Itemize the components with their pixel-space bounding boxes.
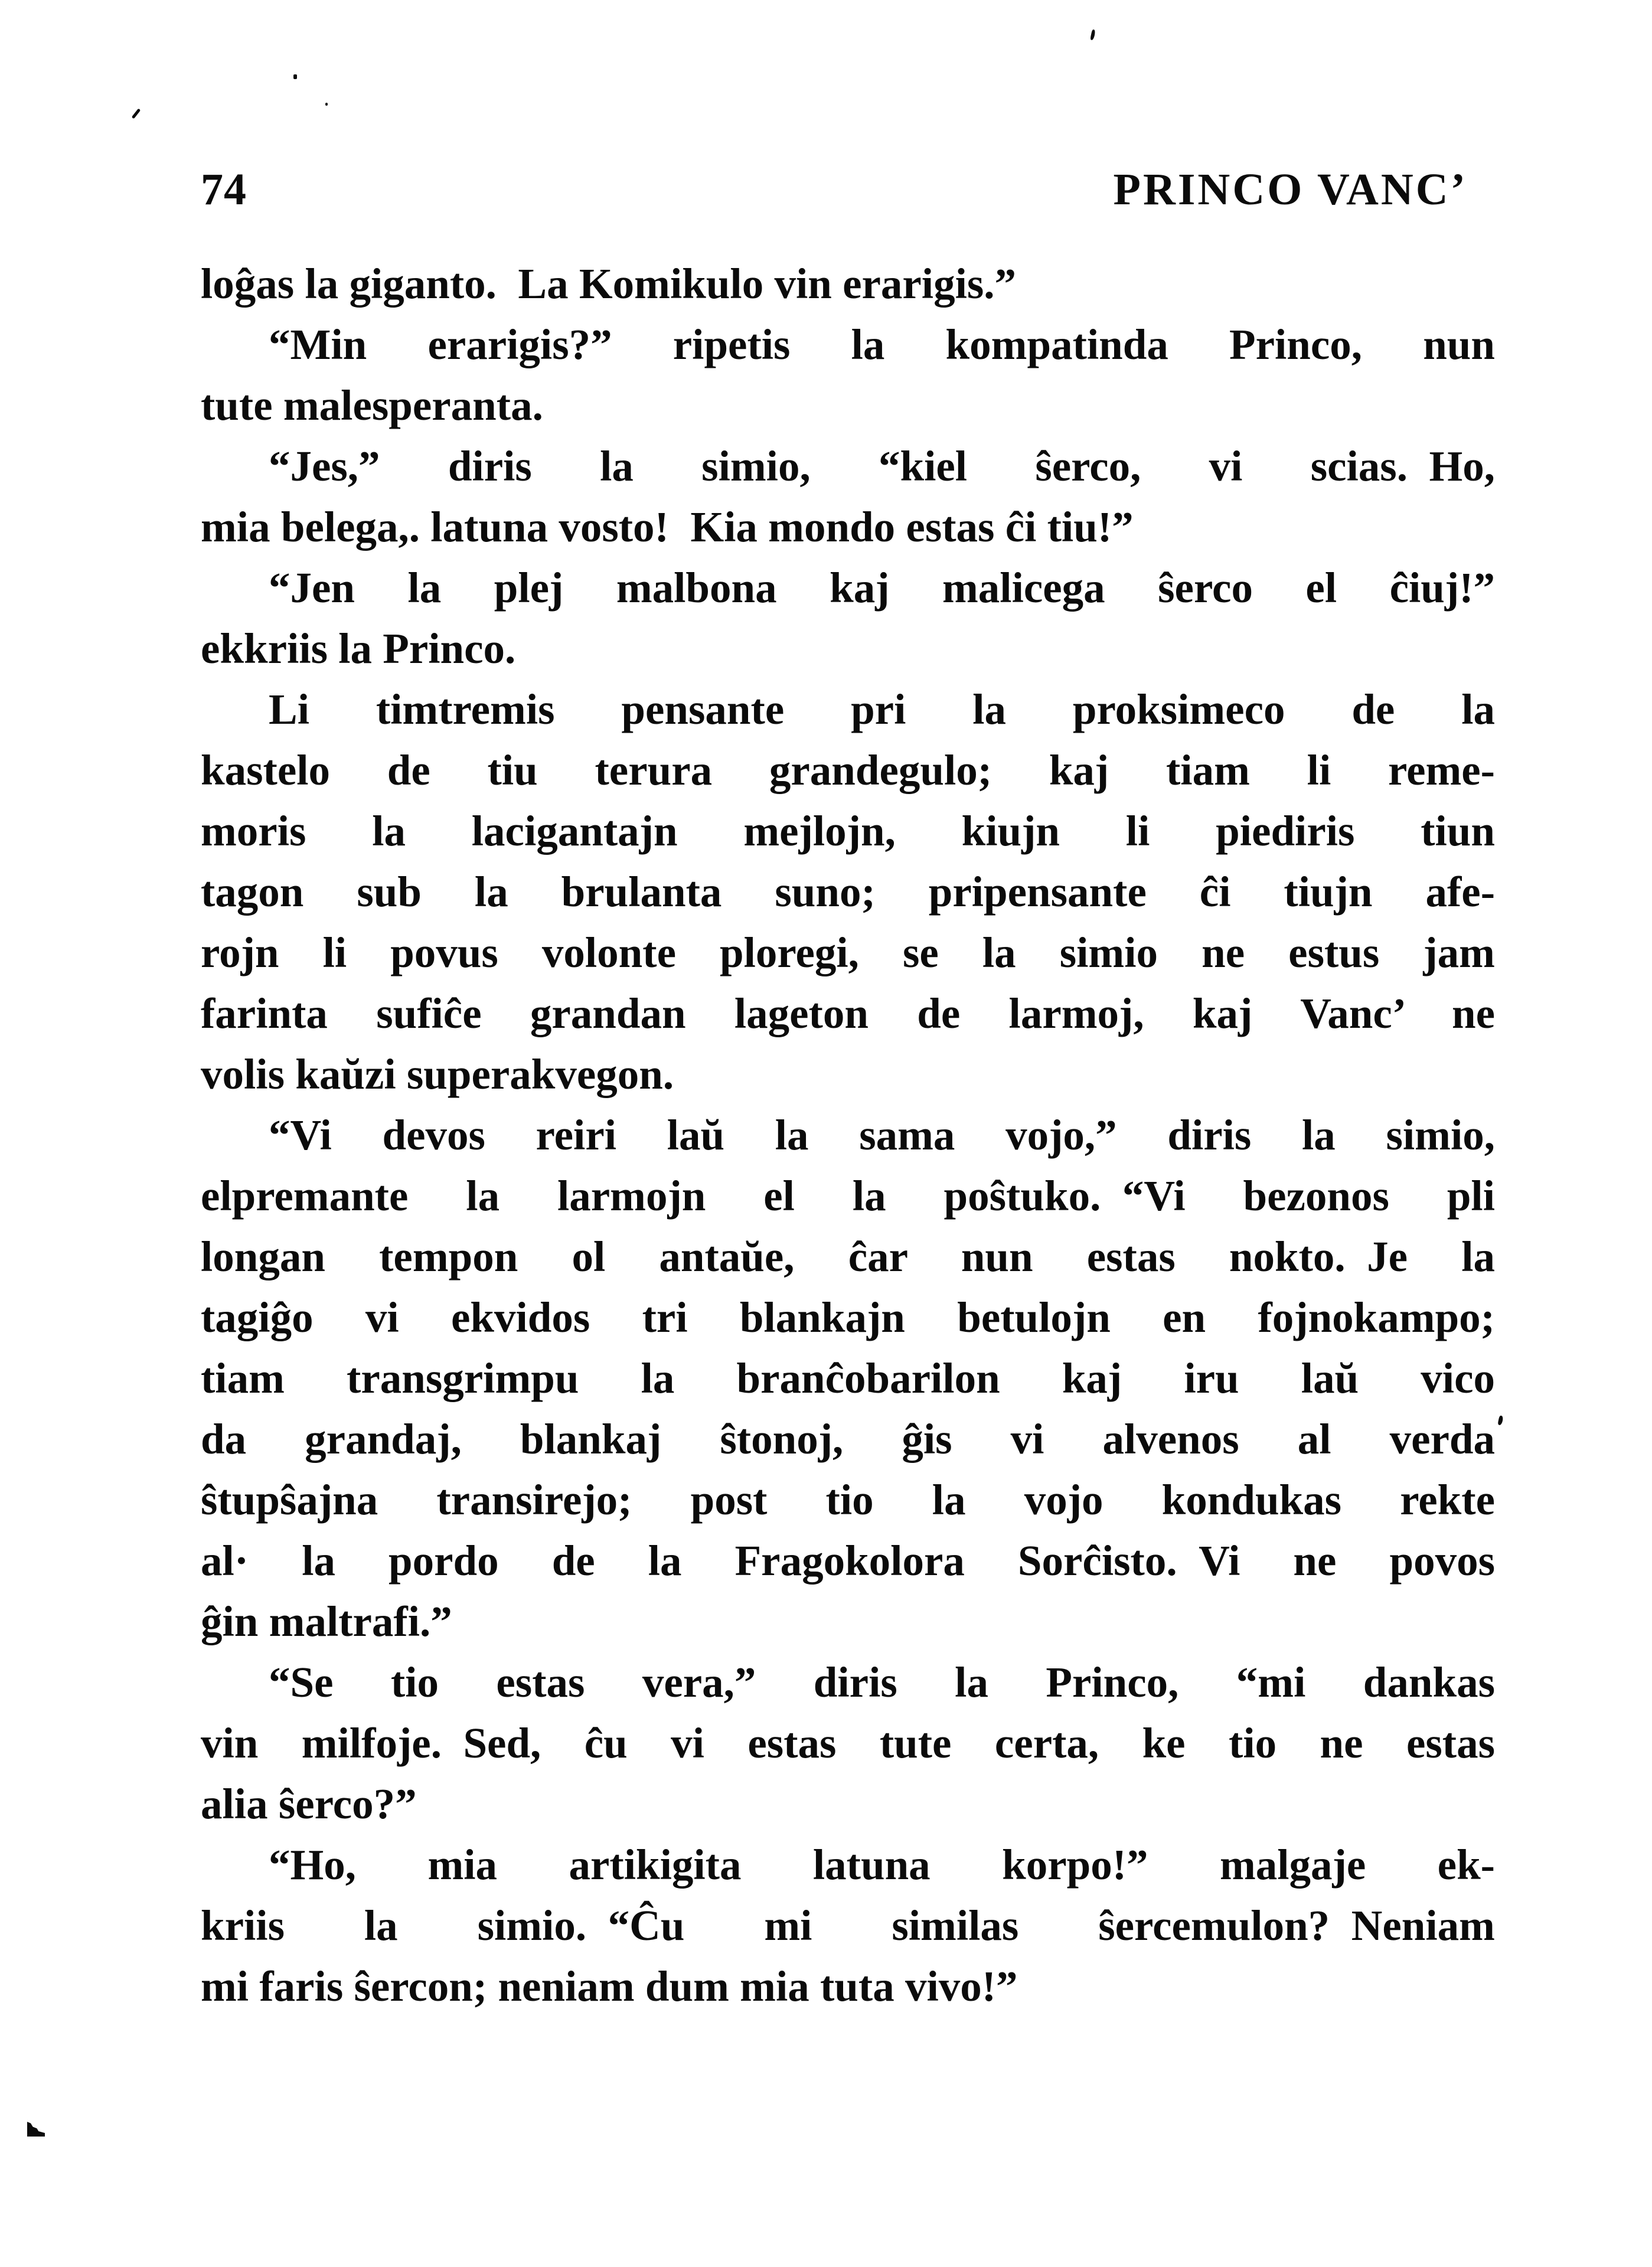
ink-speck <box>132 108 141 119</box>
running-title: PRINCO VANC’ <box>1113 165 1468 214</box>
text-line: “Se tio estas vera,” diris la Princo, “mi dankas <box>269 1658 1495 1706</box>
ink-speck <box>293 74 297 79</box>
text-line: moris la lacigantajn mejlojn, kiujn li piediris tiun <box>201 807 1495 855</box>
text-line: kriis la simio. “Ĉu mi similas ŝercemulon? Neniam <box>201 1902 1495 1949</box>
ink-speck <box>325 103 328 106</box>
text-line: ĝin maltrafi.” <box>201 1598 452 1645</box>
text-line: volis kaŭzi superakvegon. <box>201 1050 674 1098</box>
text-line: kastelo de tiu terura grandegulo; kaj tiam li reme- <box>201 746 1495 794</box>
text-line: “Jes,” diris la simio, “kiel ŝerco, vi scias. Ho, <box>269 442 1495 490</box>
text-line: loĝas la giganto. La Komikulo vin erarigis.” <box>201 260 1017 308</box>
body-text <box>201 253 1495 2017</box>
text-line: longan tempon ol antaŭe, ĉar nun estas nokto. Je la <box>201 1233 1495 1281</box>
text-line: mi faris ŝercon; neniam dum mia tuta vivo!” <box>201 1962 1018 2010</box>
ink-speck <box>1090 30 1096 41</box>
ink-blotch <box>27 2122 45 2137</box>
text-line: tagiĝo vi ekvidos tri blankajn betulojn en fojnokampo; <box>201 1293 1495 1341</box>
text-line: al· la pordo de la Fragokolora Sorĉisto. Vi ne povos <box>201 1537 1495 1585</box>
text-line: tagon sub la brulanta suno; pripensante ĉi tiujn afe- <box>201 868 1495 916</box>
text-line: mia belega,. latuna vosto! Kia mondo estas ĉi tiu!” <box>201 503 1134 551</box>
text-line: rojn li povus volonte ploregi, se la simio ne estus jam <box>201 929 1495 976</box>
text-line: “Min erarigis?” ripetis la kompatinda Princo, nun <box>269 321 1495 368</box>
text-line: “Ho, mia artikigita latuna korpo!” malgaje ek- <box>269 1841 1495 1889</box>
text-line: ekkriis la Princo. <box>201 625 516 672</box>
text-line: tiam transgrimpu la branĉobarilon kaj iru laŭ vico <box>201 1354 1495 1402</box>
text-line: farinta sufiĉe grandan lageton de larmoj, kaj Vanc’ ne <box>201 989 1495 1037</box>
text-line: Li timtremis pensante pri la proksimeco de la <box>269 685 1495 733</box>
text-line: elpremante la larmojn el la poŝtuko. “Vi bezonos pli <box>201 1172 1495 1220</box>
page-header <box>201 166 1468 213</box>
text-line: “Vi devos reiri laŭ la sama vojo,” diris la simio, <box>269 1111 1495 1159</box>
text-line: tute malesperanta. <box>201 381 543 429</box>
text-line: da grandaj, blankaj ŝtonoj, ĝis vi alvenos al verda <box>201 1415 1495 1463</box>
ink-speck <box>1497 1415 1503 1425</box>
text-line: ŝtupŝajna transirejo; post tio la vojo kondukas rekte <box>201 1476 1495 1524</box>
text-line: alia ŝerco?” <box>201 1780 417 1828</box>
text-line: vin milfoje. Sed, ĉu vi estas tute certa, ke tio ne estas <box>201 1719 1495 1767</box>
text-line: “Jen la plej malbona kaj malicega ŝerco el ĉiuj!” <box>269 564 1495 612</box>
page-number: 74 <box>201 165 247 214</box>
